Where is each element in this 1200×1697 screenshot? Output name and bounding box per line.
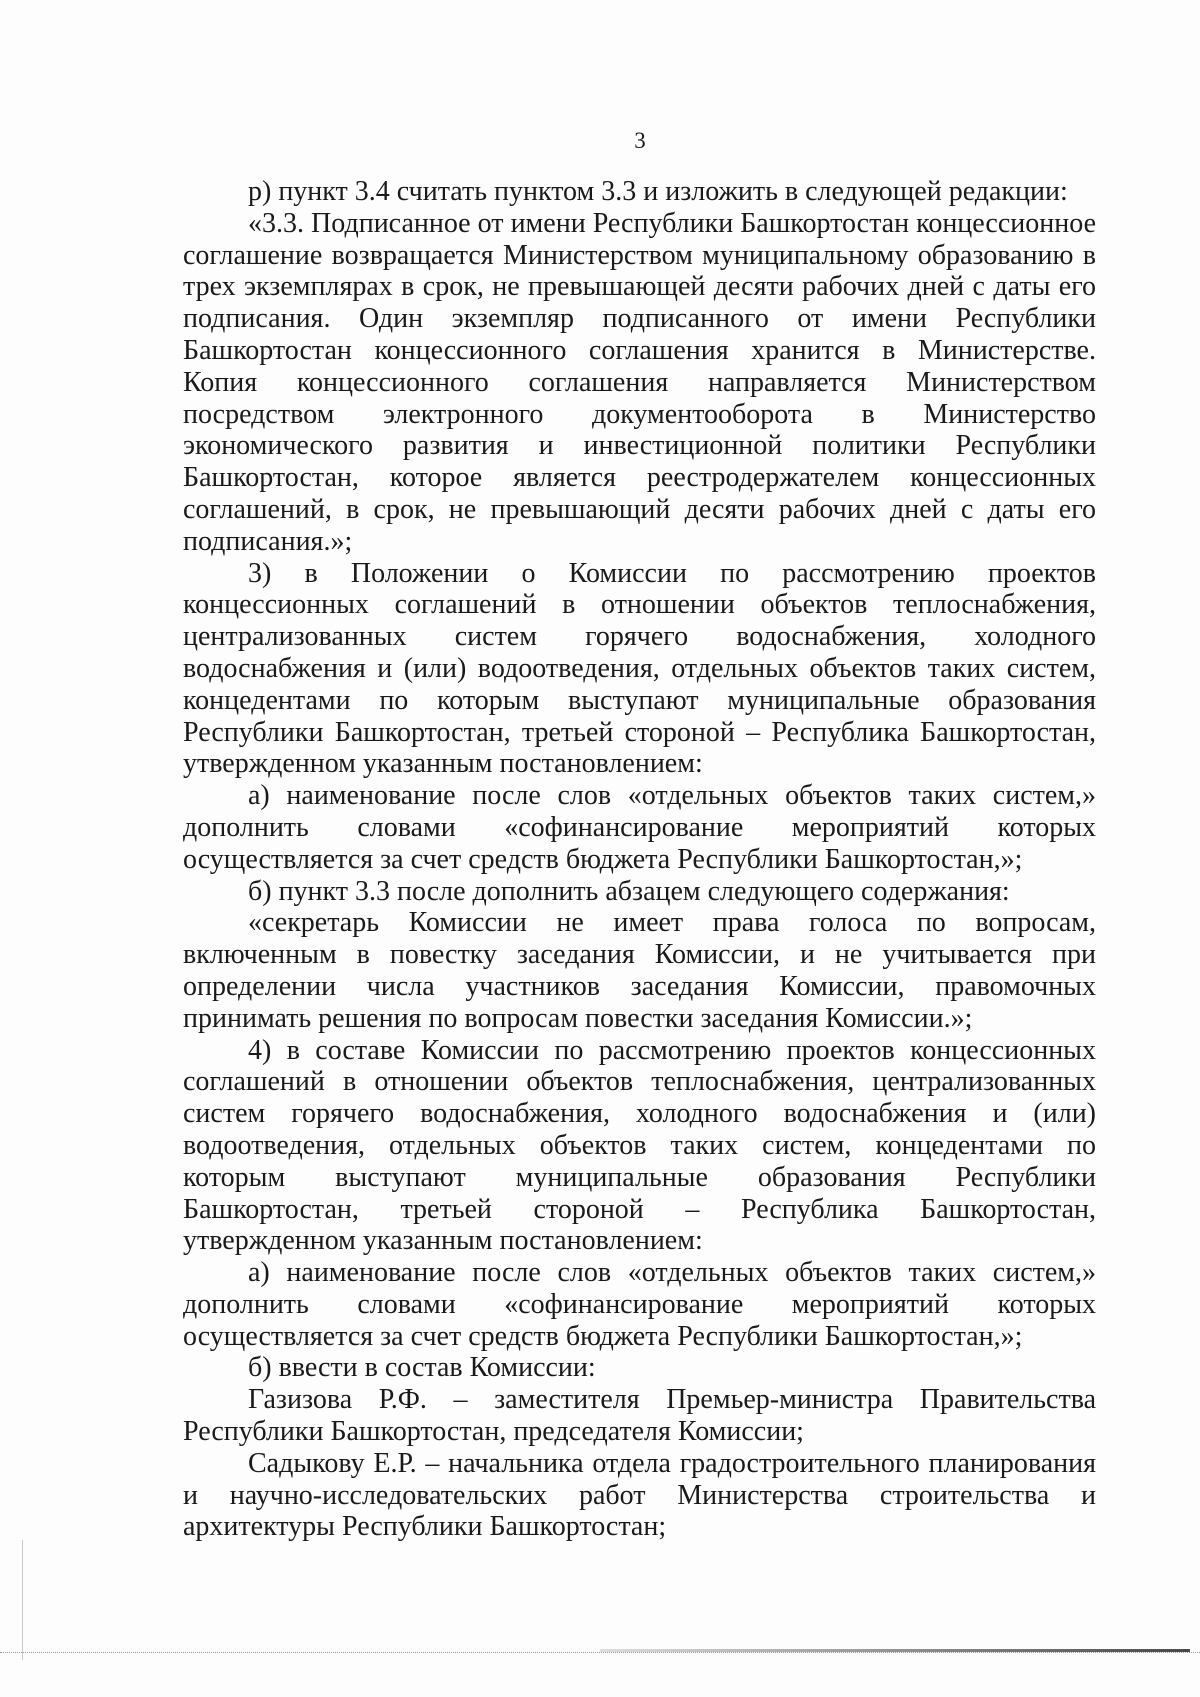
document-body bbox=[183, 176, 1096, 1543]
paragraph-item-3a: а) наименование после слов «отдельных объектов таких систем,» дополнить словами «софинансирование мероприятий которых осуществляется за счет средств бюджета Республики Башкортостан,»; bbox=[183, 780, 1096, 875]
page-number: 3 bbox=[634, 128, 646, 153]
paragraph-item-4b: б) ввести в состав Комиссии: bbox=[248, 1352, 596, 1384]
paragraph-item-4: 4) в составе Комиссии по рассмотрению проектов концессионных соглашений в отношении объектов теплоснабжения, централизованных систем горячего водоснабжения, холодного водоснабжения и (или) водоотведения, отдельных объектов таких систем, концедентами по которым выступают муниципальные образования Республики Башкортостан, третьей стороной – Республика Башкортостан, утвержденном указанным постановлением: bbox=[183, 1034, 1096, 1257]
paragraph-member-gazizov: Газизова Р.Ф. – заместителя Премьер-министра Правительства Республики Башкортостан, председателя Комиссии; bbox=[183, 1384, 1096, 1448]
paragraph-quote-secretary: «секретарь Комиссии не имеет права голоса по вопросам, включенным в повестку заседания Комиссии, и не учитывается при определении числа участников заседания Комиссии, правомочных принимать решения по вопросам повестки заседания Комиссии.»; bbox=[183, 907, 1096, 1034]
paragraph-item-4a: а) наименование после слов «отдельных объектов таких систем,» дополнить словами «софинансирование мероприятий которых осуществляется за счет средств бюджета Республики Башкортостан,»; bbox=[183, 1257, 1096, 1352]
paragraph-item-3: 3) в Положении о Комиссии по рассмотрению проектов концессионных соглашений в отношении объектов теплоснабжения, централизованных систем горячего водоснабжения, холодного водоснабжения и (или) водоотведения, отдельных объектов таких систем, концедентами по которым выступают муниципальные образования Республики Башкортостан, третьей стороной – Республика Башкортостан, утвержденном указанным постановлением: bbox=[183, 557, 1096, 780]
paragraph-quote-3-3: «3.3. Подписанное от имени Республики Башкортостан концессионное соглашение возвращается Министерством муниципальному образованию в трех экземплярах в срок, не превышающей десяти рабочих дней с даты его подписания. Один экземпляр подписанного от имени Республики Башкортостан концессионного соглашения хранится в Министерстве. Копия концессионного соглашения направляется Министерством посредством электронного документооборота в Министерство экономического развития и инвестиционной политики Республики Башкортостан, которое является реестродержателем концессионных соглашений, в срок, не превышающий десяти рабочих дней с даты его подписания.»; bbox=[183, 207, 1096, 557]
scan-edge-line bbox=[22, 1540, 23, 1660]
paragraph-member-sadykova: Садыкову Е.Р. – начальника отдела градостроительного планирования и научно-исследовательских работ Министерства строительства и архитектуры Республики Башкортостан; bbox=[183, 1447, 1096, 1543]
scan-bottom-shadow bbox=[600, 1649, 1190, 1652]
scan-bottom-edge bbox=[0, 1652, 1200, 1653]
paragraph-item-r: р) пункт 3.4 считать пунктом 3.3 и изложить в следующей редакции: bbox=[248, 176, 1068, 207]
paragraph-item-3b: б) пункт 3.3 после дополнить абзацем следующего содержания: bbox=[248, 875, 1010, 907]
